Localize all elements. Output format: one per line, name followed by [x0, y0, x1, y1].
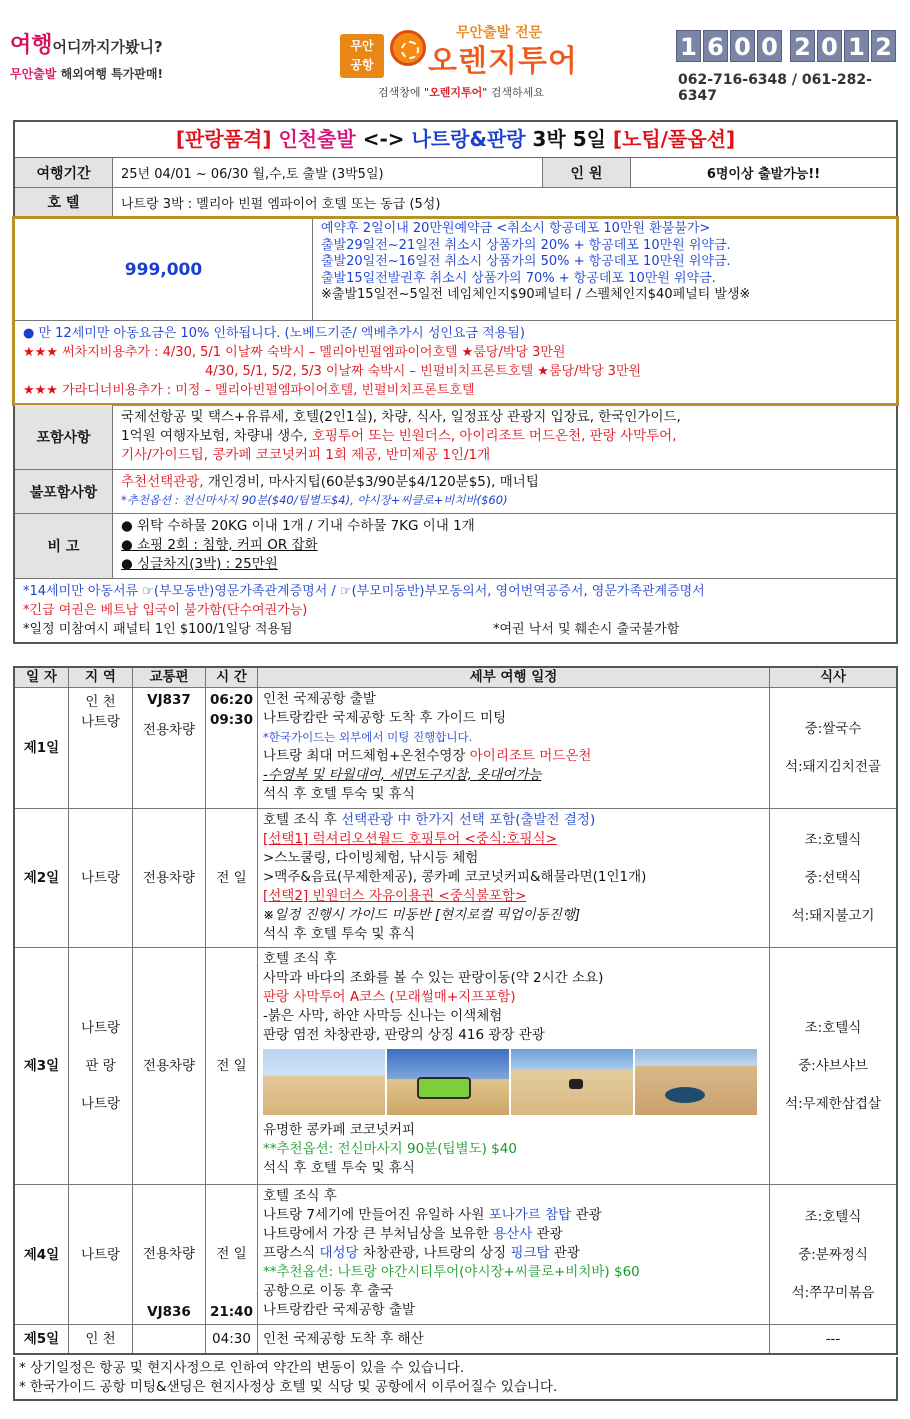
brand-search-note: [378, 84, 544, 100]
detail-line: 석식 후 호텔 투숙 및 휴식: [263, 1160, 415, 1176]
jeep-photo: [387, 1049, 509, 1115]
detail-line: ※일정 진행시 가이드 미동반 [현지로컬 픽업이동진행]: [263, 907, 581, 923]
meal-line: 중:쌀국수: [804, 721, 862, 737]
detail-highlight: 아이리조트 머드온천: [469, 748, 592, 764]
footer-note: * 한국가이드 공항 미팅&샌딩은 현지사정상 호텔 및 식당 및 공항에서 이루어질수 있습니다.: [19, 1379, 558, 1395]
header-time: 시 간: [206, 668, 258, 687]
footer-notes: [13, 1357, 898, 1401]
meal-line: 중:샤브샤브: [798, 1058, 868, 1074]
vehicle: 전용차량: [133, 948, 206, 1184]
orange-logo-icon: [390, 30, 426, 66]
flight-number: VJ837: [147, 692, 191, 708]
detail-line: 관광: [571, 1207, 602, 1223]
included-label: 포함사항: [15, 405, 113, 469]
detail-line: 나트랑캄란 국제공항 출발: [263, 1302, 416, 1318]
brand-tagline: 무안출발 전문: [456, 25, 543, 41]
excluded-row: [15, 470, 896, 514]
detail-line: [선택2] 빈원더스 자유이용권 <중식불포함>: [263, 888, 527, 904]
detail-line: 관광: [532, 1226, 563, 1242]
cancel-line: 출발20일전~16일전 취소시 상품가의 50% + 항공데포 10만원 위약금.: [321, 254, 731, 269]
vehicle: 전용차량: [142, 1246, 196, 1262]
product-info-table: [13, 120, 898, 644]
slogan-line2-a: 무안출발: [10, 67, 57, 81]
day-meals: ---: [825, 1331, 841, 1347]
detail-highlight: 용산사: [493, 1226, 533, 1242]
period-row: [15, 158, 896, 188]
phone-digit: 0: [757, 30, 782, 62]
surcharge-line-2: 4/30, 5/1, 5/2, 5/3 이날짜 숙박시 – 빈펄비치프론트호텔 ★룸당/박당 3만원: [205, 364, 642, 379]
star-icon: ★★★: [23, 345, 58, 360]
airport-logo-badge: 무안 공항: [340, 34, 384, 78]
brand-note-c: " 검색하세요: [482, 86, 544, 99]
detail-line: **추천옵션: 나트랑 야간시티투어(야시장+씨클로+비치바) $60: [263, 1264, 640, 1280]
hotel-value: 나트랑 3박 : 멜리아 빈펄 엠파이어 호텔 또는 동급 (5성): [121, 196, 441, 212]
vehicle: 전용차량: [133, 809, 206, 947]
phone-digit: 6: [703, 30, 728, 62]
detail-line: 나트랑에서 가장 큰 부처님상을 보유한: [263, 1226, 494, 1242]
cancel-line: 예약후 2일이내 20만원예약금 <취소시 항공데포 10만원 환불불가>: [321, 221, 711, 236]
slogan-rest: 어디까지가봤니?: [52, 38, 163, 56]
detail-highlight: 핑크탑: [510, 1245, 550, 1261]
brand-note-a: 검색창에 ": [378, 86, 430, 99]
hotel-label: 호 텔: [15, 188, 113, 216]
detail-line: **추천옵션: 전신마사지 90분(팁별도) $40: [263, 1141, 517, 1157]
day-label: 제4일: [15, 1185, 69, 1324]
meal-line: 석:무제한삼겹살: [785, 1096, 881, 1112]
phone-digit: 0: [817, 30, 842, 62]
remarks-label: 비 고: [15, 514, 113, 578]
cancel-line: 출발29일전~21일전 취소시 상품가의 20% + 항공데포 10만원 위약금.: [321, 237, 731, 253]
day-detail: 인천 국제공항 도착 후 해산: [258, 1325, 770, 1353]
day-transport: [133, 1185, 206, 1324]
day-region: 인 천: [69, 1325, 133, 1353]
surcharge-line-3: 가라디너비용추가 : 미정 – 멜리아빈펄엠파이어호텔, 빈펄비치프론트호텔: [62, 383, 475, 398]
surcharge-line-1: 써차지비용추가 : 4/30, 5/1 이날짜 숙박시 – 멜리아빈펄엠파이어호텔 ★룸당/박당 3만원: [62, 345, 566, 360]
included-line: 국제선항공 및 택스+유류세, 호텔(2인1실), 차량, 식사, 일정표상 관광지 입장료, 한국인가이드,: [121, 409, 681, 425]
detail-highlight: 대성당: [319, 1245, 359, 1261]
time-line: 전 일: [216, 1246, 247, 1262]
day-meals: [770, 948, 896, 1184]
header-schedule: 세부 여행 일정: [258, 668, 770, 687]
phone-digit: 2: [790, 30, 815, 62]
day-time: 전 일: [206, 809, 258, 947]
slogan-big: 여행: [10, 32, 53, 58]
excluded-highlight: 추천선택관광,: [121, 474, 204, 490]
note-line: *여권 낙서 및 훼손시 출국불가함: [493, 622, 680, 637]
itinerary-day-3: [15, 948, 896, 1185]
phone-digit: 2: [871, 30, 896, 62]
excluded-value: [113, 470, 547, 513]
time-line: 06:20: [210, 692, 253, 708]
detail-line: >스노쿨링, 다이빙체험, 낚시등 체험: [263, 850, 479, 866]
detail-line: 프랑스식: [263, 1245, 320, 1261]
detail-highlight: 선택관광 中 한가지 선택 포함(출발전 결정): [341, 812, 596, 828]
title-grade: [판랑품격]: [175, 127, 272, 151]
recommended-options: *추천옵션 : 전신마사지 90분($40/팁별도$4), 야시장+씨클로+비치바($60): [121, 493, 508, 507]
vehicle: 전용차량: [142, 722, 196, 738]
people-value: 6명이상 출발가능!!: [706, 167, 821, 182]
region-line: 나트랑: [80, 1020, 121, 1036]
meal-line: 중:선택식: [804, 870, 862, 886]
remark-line: ● 위탁 수하물 20KG 이내 1개 / 기내 수하물 7KG 이내 1개: [121, 518, 475, 534]
itinerary-day-4: [15, 1185, 896, 1325]
slogan-line2-b: 해외여행: [60, 67, 107, 81]
day-label: 제5일: [15, 1325, 69, 1353]
product-title: [15, 122, 896, 158]
surcharge-notes: [15, 320, 896, 403]
phone-numbers[interactable]: 062-716-6348 / 061-282-6347: [678, 72, 872, 104]
itinerary-day-2: [15, 809, 896, 948]
title-departure: 인천출발: [278, 127, 356, 151]
cancel-line: 출발15일전발권후 취소시 상품가의 70% + 항공데포 10만원 위약금.: [321, 270, 716, 286]
day-time: [206, 688, 258, 808]
meal-line: 조:호텔식: [804, 832, 862, 848]
day-region: [69, 688, 133, 808]
detail-line: 판랑 사막투어 A코스 (모래썰매+지프포함): [263, 989, 516, 1005]
detail-line: 호텔 조식 후: [263, 951, 337, 967]
meal-line: 석:쭈꾸미볶음: [791, 1284, 875, 1301]
day-region: [69, 948, 133, 1184]
day-meals: [770, 1185, 896, 1324]
header: [0, 0, 910, 112]
day-meals: [770, 809, 896, 947]
included-line: 1억원 여행자보험, 차량내 생수,: [121, 428, 312, 444]
period-value: 25년 04/01 ~ 06/30 월,수,토 출발 (3박5일): [113, 158, 543, 187]
day-transport: [133, 1325, 206, 1353]
slogan-line2-c: 특가판매!: [111, 67, 163, 81]
sled-icon: [569, 1079, 583, 1089]
day-time: 전 일: [206, 948, 258, 1184]
included-line: 기사/가이드팁, 콩카페 코코넛커피 1회 제공, 반미제공 1인/1개: [121, 447, 491, 463]
desert-photo: [263, 1049, 385, 1115]
detail-highlight: 포나가르 참탑: [488, 1207, 572, 1223]
header-region: 지 역: [69, 668, 133, 687]
region-line: 나트랑: [80, 1096, 121, 1112]
flight-number: VJ836: [147, 1304, 191, 1320]
phone-digit: 0: [730, 30, 755, 62]
detail-line: 나트랑 최대 머드체험+온천수영장: [263, 748, 470, 764]
day-time: [206, 1185, 258, 1324]
phone-digits[interactable]: [676, 30, 896, 62]
detail-line: *한국가이드는 외부에서 미팅 진행합니다.: [263, 730, 473, 744]
detail-line: 석식 후 호텔 투숙 및 휴식: [263, 926, 415, 942]
title-destination: 나트랑&판랑: [411, 127, 526, 151]
day-transport: [133, 688, 206, 808]
title-duration: 3박 5일: [532, 127, 606, 151]
note-line: *일정 미참여시 패널티 1인 $100/1일당 적용됨: [23, 622, 293, 637]
detail-line: 판랑 염전 차창관광, 판랑의 상징 416 광장 관광: [263, 1027, 545, 1043]
brand-name[interactable]: 오렌지투어: [428, 44, 578, 79]
document-notes: [15, 579, 896, 642]
title-tag: [노팁/풀옵션]: [612, 127, 736, 151]
detail-line: 인천 국제공항 출발: [263, 691, 376, 707]
sandboard-photo: [511, 1049, 633, 1115]
price-row: [15, 219, 896, 320]
day-label: 제1일: [15, 688, 69, 808]
star-icon: ★★★: [23, 383, 58, 398]
slogan: [10, 28, 190, 82]
day-detail: [258, 809, 770, 947]
price: 999,000: [15, 219, 313, 320]
itinerary-day-5: [15, 1325, 896, 1353]
title-arrow: <->: [362, 127, 405, 151]
pond-icon: [665, 1087, 705, 1103]
detail-line: 공항으로 이동 후 출국: [263, 1283, 394, 1299]
excluded-line: 개인경비, 마사지팁(60분$3/90분$4/120분$5), 매너팁: [203, 474, 539, 490]
header-meals: 식사: [819, 669, 847, 685]
itinerary-header: [15, 668, 896, 688]
detail-line: 석식 후 호텔 투숙 및 휴식: [263, 786, 415, 802]
detail-line: 차창관광, 나트랑의 상징: [358, 1245, 511, 1261]
day-detail: [258, 688, 770, 808]
day-region: 나트랑: [69, 1185, 133, 1324]
detail-line: 유명한 콩카페 코코넛커피: [263, 1122, 416, 1138]
time-line: 09:30: [210, 712, 253, 728]
detail-line: -붉은 사막, 하얀 사막등 신나는 이색체험: [263, 1008, 503, 1024]
meal-line: 조:호텔식: [804, 1208, 862, 1225]
day-meals: [770, 688, 896, 808]
itinerary-table: [13, 666, 898, 1355]
meal-line: 석:돼지불고기: [791, 908, 875, 924]
detail-line: 사막과 바다의 조화를 볼 수 있는 판랑이동(약 2시간 소요): [263, 970, 604, 986]
footer-note: * 상기일정은 항공 및 현지사정으로 인하여 약간의 변동이 있을 수 있습니다.: [19, 1360, 465, 1376]
day-label: 제2일: [15, 809, 69, 947]
phone-digit: 1: [676, 30, 701, 62]
header-day: 일 자: [15, 668, 69, 687]
cancel-line: ※출발15일전~5일전 네임체인지$90페널티 / 스펠체인지$40페널티 발생※: [321, 287, 751, 302]
note-line: *긴급 여권은 베트남 입국이 불가함(단수여권가능): [23, 603, 308, 618]
included-row: [15, 405, 896, 470]
detail-line: 관광: [549, 1245, 580, 1261]
day-label: 제3일: [15, 948, 69, 1184]
included-value: [113, 405, 689, 469]
note-line: *14세미만 아동서류 ☞(부모동반)영문가족관계증명서 / ☞(부모미동반)부모동의서, 영어번역공증서, 영문가족관계증명서: [23, 584, 705, 599]
remarks-row: [15, 514, 896, 579]
detail-line: -수영복 및 타월대여, 세면도구지참, 옷대여가능: [263, 767, 542, 783]
detail-line: 나트랑 7세기에 만들어진 유일하 사원: [263, 1207, 489, 1223]
meal-line: 석:돼지김치전골: [785, 759, 881, 775]
child-fare-note: ● 만 12세미만 아동요금은 10% 인하됩니다. (노베드기준/ 엑베추가시 성인요금 적용됨): [23, 326, 525, 341]
price-block: [12, 216, 899, 406]
detail-line: [선택1] 럭셔리오션월드 호핑투어 <중식:호핑식>: [263, 831, 557, 847]
hotel-row: [15, 188, 896, 217]
remarks-value: [113, 514, 483, 578]
itinerary-day-1: [15, 688, 896, 809]
excluded-label: 불포함사항: [15, 470, 113, 513]
time-line: 21:40: [210, 1304, 253, 1320]
detail-line: 호텔 조식 후: [263, 1188, 337, 1204]
day-time: 04:30: [206, 1325, 258, 1353]
region-line: 인 천: [85, 694, 116, 710]
brand-note-b: 오렌지투어: [429, 86, 483, 99]
header-transport: 교통편: [133, 668, 206, 687]
detail-line: 호텔 조식 후: [263, 812, 342, 828]
meal-line: 중:분짜정식: [798, 1246, 868, 1263]
detail-line: 나트랑캄란 국제공항 도착 후 가이드 미팅: [263, 710, 507, 726]
region-line: 판 랑: [85, 1058, 116, 1074]
meal-line: 조:호텔식: [804, 1020, 862, 1036]
day-detail: [258, 1185, 770, 1324]
detail-line: >맥주&음료(무제한제공), 콩카페 코코넛커피&해물라면(1인1개): [263, 869, 647, 885]
included-highlight: 호핑투어 또는 빈원더스, 아이리조트 머드온천, 판랑 사막투어,: [311, 428, 677, 444]
period-label: 여행기간: [15, 158, 113, 187]
remark-line: ● 싱글차지(3박) : 25만원: [121, 556, 278, 572]
cancel-policy: [313, 219, 758, 320]
day-region: 나트랑: [69, 809, 133, 947]
dune-pond-photo: [635, 1049, 757, 1115]
region-line: 나트랑: [80, 714, 121, 730]
people-label: 인 원: [543, 158, 631, 187]
jeep-icon: [417, 1077, 471, 1099]
photo-strip: [263, 1049, 765, 1115]
day-detail: [258, 948, 770, 1184]
remark-line: ● 쇼핑 2회 : 침향, 커피 OR 잡화: [121, 537, 318, 553]
phone-digit: 1: [844, 30, 869, 62]
